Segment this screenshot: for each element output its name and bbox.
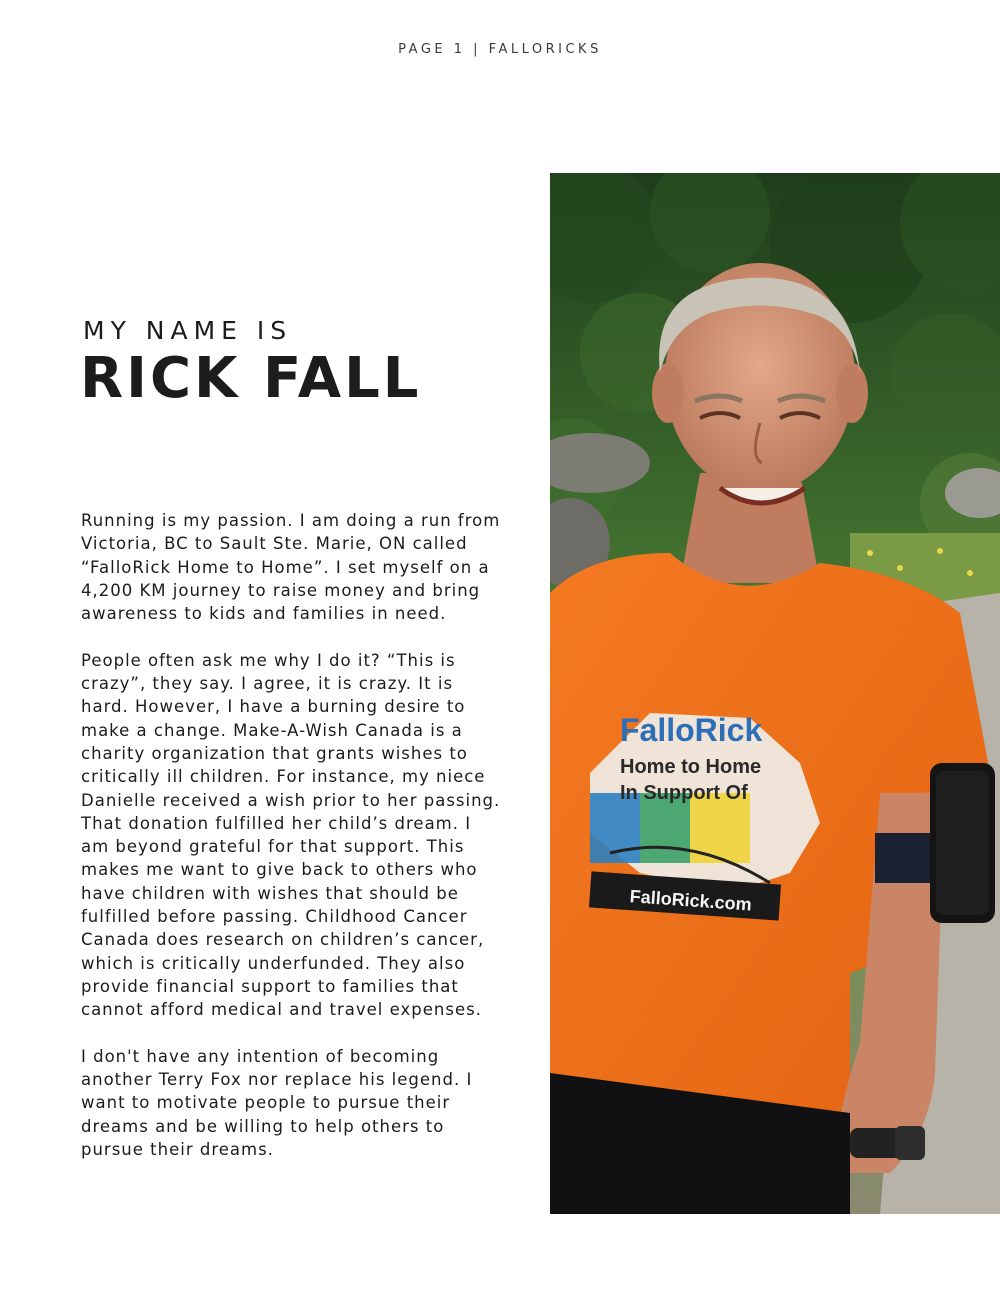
shirt-brand: FalloRick xyxy=(620,712,763,748)
bio-paragraph: People often ask me why I do it? “This is crazy”, they say. I agree, it is crazy. It is hard. However, I have a burning desire to make a change. Make-A-Wish Canada is a charity organization that grants wishes to critically ill children. For instance, my niece Danielle received a wish prior to her passing. That donation fulfilled her child’s dream. I am beyond grateful for that support. This makes me want to give back to others who have children with wishes that should be fulfilled before passing. Childhood Cancer Canada does research on children’s cancer, which is critically underfunded. They also provide financial support to families that cannot afford medical and travel expenses. xyxy=(81,650,501,1020)
runner-photo xyxy=(550,173,1000,1214)
bio-paragraph: Running is my passion. I am doing a run from Victoria, BC to Sault Ste. Marie, ON called “FalloRick Home to Home”. I set myself on a 4,200 KM journey to raise money and bring awareness to kids and families in need. xyxy=(81,511,501,624)
author-name: RICK FALL xyxy=(80,346,422,411)
bio-paragraph: I don't have any intention of becoming another Terry Fox nor replace his legend. I want to motivate people to pursue their dreams and be willing to help others to pursue their dreams. xyxy=(81,1046,473,1160)
shirt-url: FalloRick.com xyxy=(629,886,753,915)
bio-text xyxy=(81,509,501,1185)
intro-prefix: MY NAME IS xyxy=(83,316,293,345)
shirt-line-1: Home to Home xyxy=(620,756,762,778)
page-header: PAGE 1 | FALLORICKS xyxy=(398,42,602,57)
shirt-line-2: In Support Of xyxy=(620,782,748,804)
